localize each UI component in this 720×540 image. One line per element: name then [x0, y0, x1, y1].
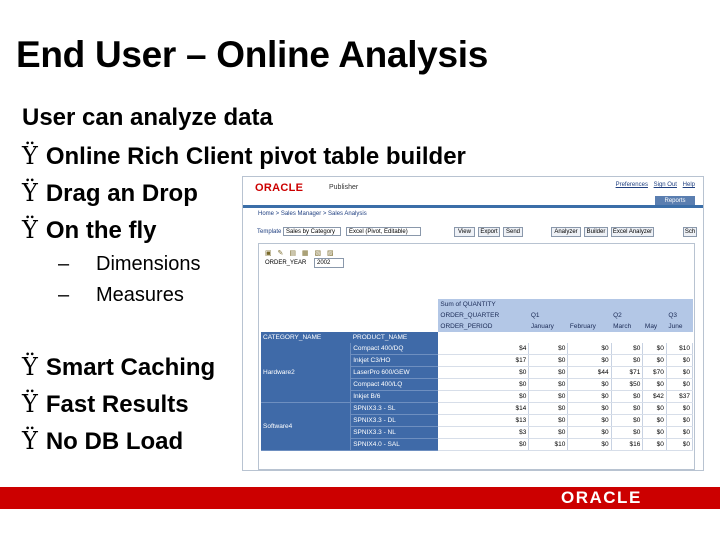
schedule-button[interactable]: Sch [684, 229, 696, 235]
value-cell: $0 [568, 427, 611, 439]
value-cell: $0 [666, 355, 692, 367]
table-row [261, 343, 693, 355]
month-february: February [568, 321, 611, 332]
value-cell: $0 [568, 379, 611, 391]
bullet-no-db-load [22, 427, 183, 456]
period-header[interactable]: ORDER_PERIOD [438, 321, 528, 332]
footer-oracle-logo: ORACLE [561, 488, 642, 507]
bullet-smart-caching [22, 353, 215, 382]
value-cell: $0 [529, 403, 568, 415]
bullet-text: Drag an Drop [45, 180, 198, 207]
value-cell: $14 [438, 403, 528, 415]
bullet-fast-results [22, 390, 189, 419]
value-cell: $0 [529, 415, 568, 427]
value-cell: $0 [666, 415, 692, 427]
value-cell: $4 [438, 343, 528, 355]
export-button[interactable]: Export [478, 227, 500, 237]
product-cell[interactable]: Compact 400/DQ [351, 343, 439, 355]
month-june: June [666, 321, 692, 332]
sum-label[interactable]: Sum of QUANTITY [438, 299, 692, 310]
category-cell[interactable]: Software4 [261, 403, 351, 451]
month-march: March [611, 321, 643, 332]
tab-reports[interactable]: Reports [655, 196, 695, 206]
value-cell: $0 [611, 355, 643, 367]
report-toolbar [251, 225, 699, 239]
dash-mark: – [58, 253, 70, 275]
product-cell[interactable]: SPNIX3.3 - DL [351, 415, 439, 427]
bullet-text: Fast Results [45, 391, 189, 418]
slide-title: End User – Online Analysis [16, 34, 488, 75]
value-cell: $0 [568, 439, 611, 451]
value-cell: $0 [611, 427, 643, 439]
value-cell: $0 [666, 379, 692, 391]
bullet-mark: Ÿ [22, 216, 38, 244]
category-cell[interactable]: Hardware2 [261, 343, 351, 403]
value-cell: $0 [568, 355, 611, 367]
value-cell: $0 [438, 391, 528, 403]
product-cell[interactable]: SPNIX3.3 - NL [351, 427, 439, 439]
intro-line: User can analyze data [22, 104, 273, 131]
value-cell: $0 [666, 439, 692, 451]
value-cell: $0 [666, 403, 692, 415]
analyzer-frame [258, 243, 695, 470]
bullet-text: No DB Load [45, 428, 184, 455]
product-name: Publisher [329, 184, 359, 191]
value-cell: $0 [643, 427, 666, 439]
product-cell[interactable]: SPNIX3.3 - SL [351, 403, 439, 415]
sub-bullet-dimensions [58, 253, 201, 276]
publisher-header [243, 177, 703, 197]
category-header[interactable]: CATEGORY_NAME [261, 332, 351, 343]
sub-bullet-measures [58, 284, 184, 307]
product-cell[interactable]: Compact 400/LQ [351, 379, 439, 391]
template-label: Template [257, 229, 282, 235]
value-cell: $10 [529, 439, 568, 451]
quarter-q1[interactable]: Q1 [529, 310, 611, 321]
value-cell: $70 [643, 367, 666, 379]
header-divider [243, 205, 703, 208]
analyzer-toolbar-icons[interactable]: ▣ ✎ ▤ ▦ ▧ ▨ [265, 250, 336, 257]
product-header[interactable]: PRODUCT_NAME [351, 332, 439, 343]
help-link[interactable]: Help [682, 182, 695, 188]
value-cell: $42 [643, 391, 666, 403]
value-cell: $0 [643, 343, 666, 355]
value-cell: $0 [568, 403, 611, 415]
preferences-link[interactable]: Preferences [615, 182, 648, 188]
value-cell: $17 [438, 355, 528, 367]
excel-analyzer-button[interactable]: Excel Analyzer [612, 229, 653, 235]
value-cell: $0 [643, 439, 666, 451]
value-cell: $0 [643, 403, 666, 415]
value-cell: $3 [438, 427, 528, 439]
value-cell: $0 [529, 355, 568, 367]
dash-mark: – [58, 284, 70, 306]
bullet-mark: Ÿ [22, 390, 38, 418]
view-button[interactable]: View [454, 227, 475, 237]
send-button[interactable]: Send [503, 227, 523, 237]
bullet-text: Smart Caching [45, 354, 216, 381]
product-cell[interactable]: SPNIX4.0 - SAL [351, 439, 439, 451]
breadcrumb[interactable]: Home > Sales Manager > Sales Analysis [258, 211, 367, 217]
month-january: January [529, 321, 568, 332]
value-cell: $0 [611, 343, 643, 355]
value-cell: $0 [666, 367, 692, 379]
value-cell: $0 [643, 355, 666, 367]
value-cell: $50 [611, 379, 643, 391]
value-cell: $0 [611, 403, 643, 415]
value-cell: $0 [611, 391, 643, 403]
value-cell: $10 [666, 343, 692, 355]
bullet-mark: Ÿ [22, 179, 38, 207]
value-cell: $0 [643, 379, 666, 391]
sign-out-link[interactable]: Sign Out [653, 182, 677, 188]
value-cell: $0 [611, 415, 643, 427]
sub-bullet-text: Measures [96, 284, 184, 306]
value-cell: $16 [611, 439, 643, 451]
value-cell: $13 [438, 415, 528, 427]
analyzer-button[interactable]: Analyzer [551, 227, 581, 237]
bullet-mark: Ÿ [22, 142, 38, 170]
value-cell: $0 [529, 343, 568, 355]
value-cell: $0 [529, 367, 568, 379]
value-cell: $44 [568, 367, 611, 379]
value-cell: $0 [568, 343, 611, 355]
header-links [612, 182, 695, 188]
bullet-mark: Ÿ [22, 427, 38, 455]
sub-bullet-text: Dimensions [96, 253, 201, 275]
value-cell: $0 [666, 427, 692, 439]
product-cell[interactable]: Inkjet B/6 [351, 391, 439, 403]
product-cell[interactable]: LaserPro 600/GEW [351, 367, 439, 379]
order-year-select[interactable]: 2002 [314, 258, 344, 268]
product-cell[interactable]: Inkjet C3/HO [351, 355, 439, 367]
value-cell: $37 [666, 391, 692, 403]
value-cell: $0 [568, 415, 611, 427]
publisher-screenshot [242, 176, 704, 471]
month-may: May [643, 321, 666, 332]
bullet-text: On the fly [45, 217, 157, 244]
bullet-drag-drop [22, 179, 198, 208]
bullet-rich-client [22, 142, 466, 171]
value-cell: $0 [438, 439, 528, 451]
quarter-q2[interactable]: Q2 [611, 310, 666, 321]
pivot-table [261, 299, 693, 451]
bullet-text: Online Rich Client pivot table builder [45, 143, 466, 170]
value-cell: $0 [438, 367, 528, 379]
value-cell: $0 [568, 391, 611, 403]
value-cell: $71 [611, 367, 643, 379]
quarter-header[interactable]: ORDER_QUARTER [438, 310, 528, 321]
bullet-on-the-fly [22, 216, 157, 245]
oracle-logo: ORACLE [255, 182, 304, 194]
template-select[interactable]: Sales by Category [283, 227, 341, 236]
format-select[interactable]: Excel (Pivot, Editable) [346, 227, 421, 236]
bullet-mark: Ÿ [22, 353, 38, 381]
value-cell: $0 [643, 415, 666, 427]
value-cell: $0 [438, 379, 528, 391]
param-label: ORDER_YEAR [265, 260, 307, 266]
quarter-q3[interactable]: Q3 [666, 310, 692, 321]
builder-button[interactable]: Builder [584, 227, 608, 237]
value-cell: $0 [529, 379, 568, 391]
table-row [261, 403, 693, 415]
value-cell: $0 [529, 391, 568, 403]
value-cell: $0 [529, 427, 568, 439]
